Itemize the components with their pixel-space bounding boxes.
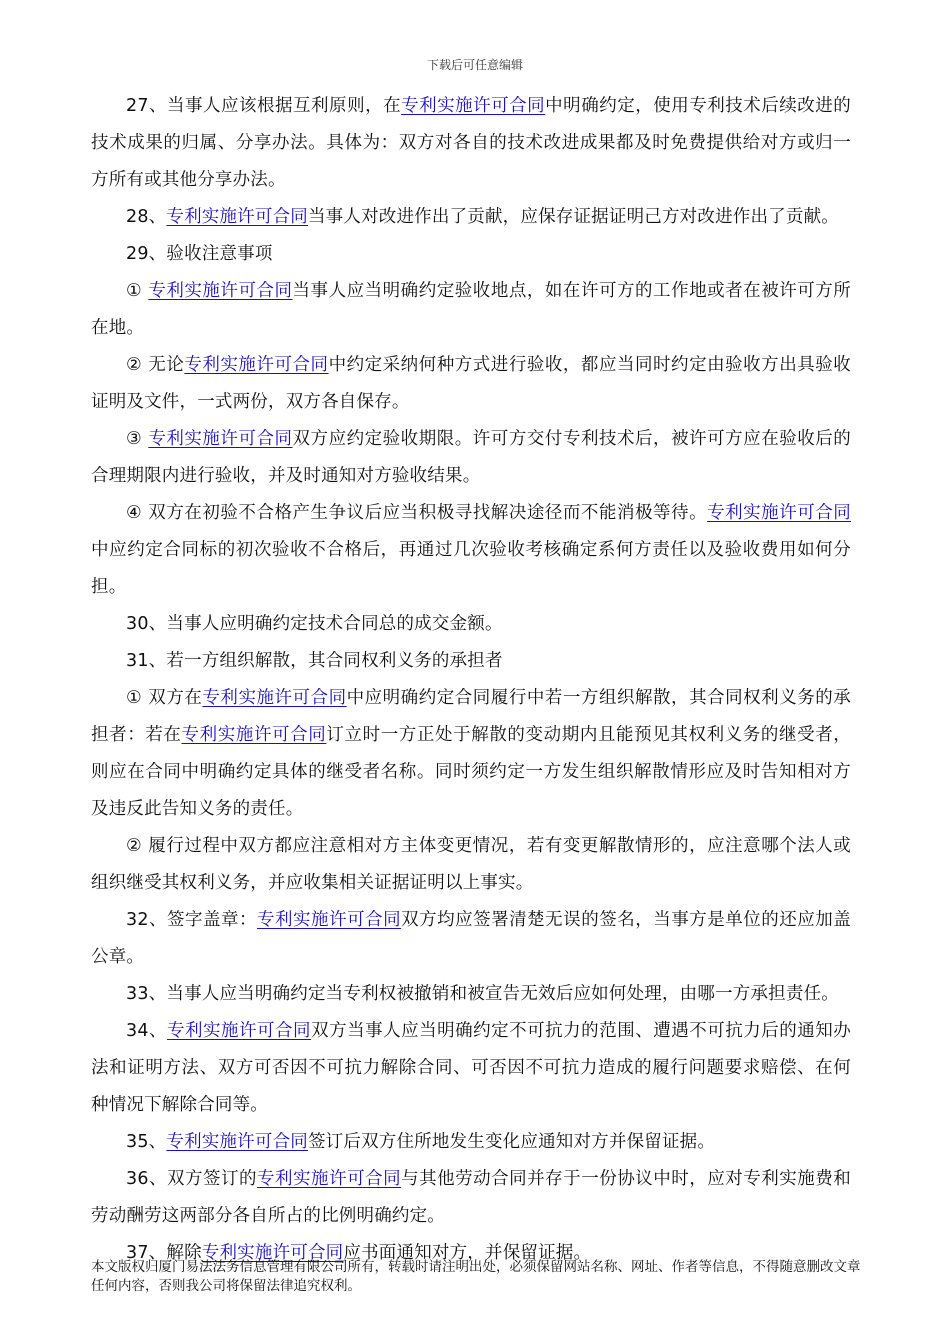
paragraph [91, 828, 851, 902]
paragraph [91, 680, 851, 828]
contract-link[interactable]: 专利实施许可合同 [166, 207, 308, 227]
page-header: 下载后可任意编辑 [426, 58, 523, 72]
paragraph-text: 31、若一方组织解散，其合同权利义务的承担者 [126, 651, 503, 671]
copyright-footer: 本文版权归厦门易法法务信息管理有限公司所有，转载时请注明出处，必须保留网站名称、网址、作者等信息，不得随意删改文章任何内容，否则我公司将保留法律追究权利。 [91, 1259, 861, 1294]
paragraph [91, 902, 851, 976]
paragraph-text: ① [126, 281, 149, 301]
paragraph-text: 当事人对改进作出了贡献，应保存证据证明己方对改进作出了贡献。 [307, 207, 839, 227]
contract-link[interactable]: 专利实施许可合同 [257, 910, 402, 930]
paragraph-text: 37、解除 [126, 1243, 202, 1263]
paragraph-text: 中明确约定，使用专利技术后续改进的技术成果的归属、分享办法。具体为：双方对各自的技术改进成果都及时免费提供给对方或归一方所有或其他分享办法。 [91, 96, 852, 190]
paragraph-text: 28、 [126, 207, 167, 227]
contract-link[interactable]: 专利实施许可合同 [166, 1021, 312, 1041]
document-body [91, 88, 851, 1272]
contract-link[interactable]: 专利实施许可合同 [148, 429, 293, 449]
paragraph-text: 35、 [126, 1132, 167, 1152]
paragraph-text: ② 无论 [126, 355, 185, 375]
paragraph-text: 订立时一方正处于解散的变动期内且能预见其权利义务的继受者，则应在合同中明确约定具体的继受者名称。同时须约定一方发生组织解散情形应及时告知相对方及违反此告知义务的责任。 [91, 725, 851, 819]
paragraph [91, 1161, 851, 1235]
contract-link[interactable]: 专利实施许可合同 [401, 96, 546, 116]
contract-link[interactable]: 专利实施许可合同 [202, 688, 347, 708]
contract-link[interactable]: 专利实施许可合同 [201, 1243, 344, 1263]
paragraph-text: 应书面通知对方，并保留证据。 [343, 1243, 592, 1263]
paragraph-text: 34、 [126, 1021, 167, 1041]
paragraph-text: 32、签字盖章： [126, 910, 258, 930]
paragraph [91, 495, 851, 606]
paragraph-text: ② 履行过程中双方都应注意相对方主体变更情况，若有变更解散情形的，应注意哪个法人或组织继受其权利义务，并应收集相关证据证明以上事实。 [91, 836, 851, 893]
contract-link[interactable]: 专利实施许可合同 [166, 1132, 308, 1152]
paragraph [91, 606, 851, 643]
paragraph-text: ④ 双方在初验不合格产生争议后应当积极寻找解决途径而不能消极等待。 [126, 503, 708, 523]
paragraph-text: 当事人应当明确约定验收地点，如在许可方的工作地或者在被许可方所在地。 [91, 281, 852, 338]
paragraph-text: 与其他劳动合同并存于一份协议中时，应对专利实施费和劳动酬劳这两部分各自所占的比例明确约定。 [91, 1169, 852, 1226]
paragraph [91, 199, 851, 236]
paragraph [91, 347, 851, 421]
paragraph-text: 中约定采纳何种方式进行验收，都应当同时约定由验收方出具验收证明及文件，一式两份，双方各自保存。 [91, 355, 851, 412]
paragraph-text: ① 双方在 [126, 688, 203, 708]
paragraph [91, 273, 851, 347]
contract-link[interactable]: 专利实施许可合同 [257, 1169, 402, 1189]
paragraph-text: 36、双方签订的 [126, 1169, 258, 1189]
contract-link[interactable]: 专利实施许可合同 [181, 725, 327, 745]
paragraph-text: 双方当事人应当明确约定不可抗力的范围、遭遇不可抗力后的通知办法和证明方法、双方可否因不可抗力解除合同、可否因不可抗力造成的履行问题要求赔偿、在何种情况下解除合同等。 [91, 1021, 851, 1115]
paragraph [91, 643, 851, 680]
contract-link[interactable]: 专利实施许可合同 [148, 281, 293, 301]
paragraph-text: 30、当事人应明确约定技术合同总的成交金额。 [126, 614, 503, 634]
paragraph-text: 29、验收注意事项 [126, 244, 273, 264]
paragraph-text: 双方应约定验收期限。许可方交付专利技术后，被许可方应在验收后的合理期限内进行验收，并及时通知对方验收结果。 [91, 429, 852, 486]
paragraph-text: 双方均应签署清楚无误的签名，当事方是单位的还应加盖公章。 [91, 910, 852, 967]
paragraph-text: 中应明确约定合同履行中若一方组织解散，其合同权利义务的承担者：若在 [91, 688, 851, 745]
paragraph-text: 签订后双方住所地发生变化应通知对方并保留证据。 [307, 1132, 716, 1152]
contract-link[interactable]: 专利实施许可合同 [184, 355, 329, 375]
paragraph-text: 33、当事人应当明确约定当专利权被撤销和被宣告无效后应如何处理，由哪一方承担责任。 [126, 984, 839, 1004]
paragraph [91, 236, 851, 273]
contract-link[interactable]: 专利实施许可合同 [707, 503, 851, 523]
paragraph-text: 中应约定合同标的初次验收不合格后，再通过几次验收考核确定系何方责任以及验收费用如何分担。 [91, 540, 851, 597]
paragraph-text: 27、当事人应该根据互利原则，在 [126, 96, 402, 116]
paragraph [91, 1124, 851, 1161]
paragraph [91, 88, 851, 199]
paragraph [91, 421, 851, 495]
paragraph-text: ③ [126, 429, 149, 449]
paragraph [91, 1013, 851, 1124]
paragraph [91, 976, 851, 1013]
